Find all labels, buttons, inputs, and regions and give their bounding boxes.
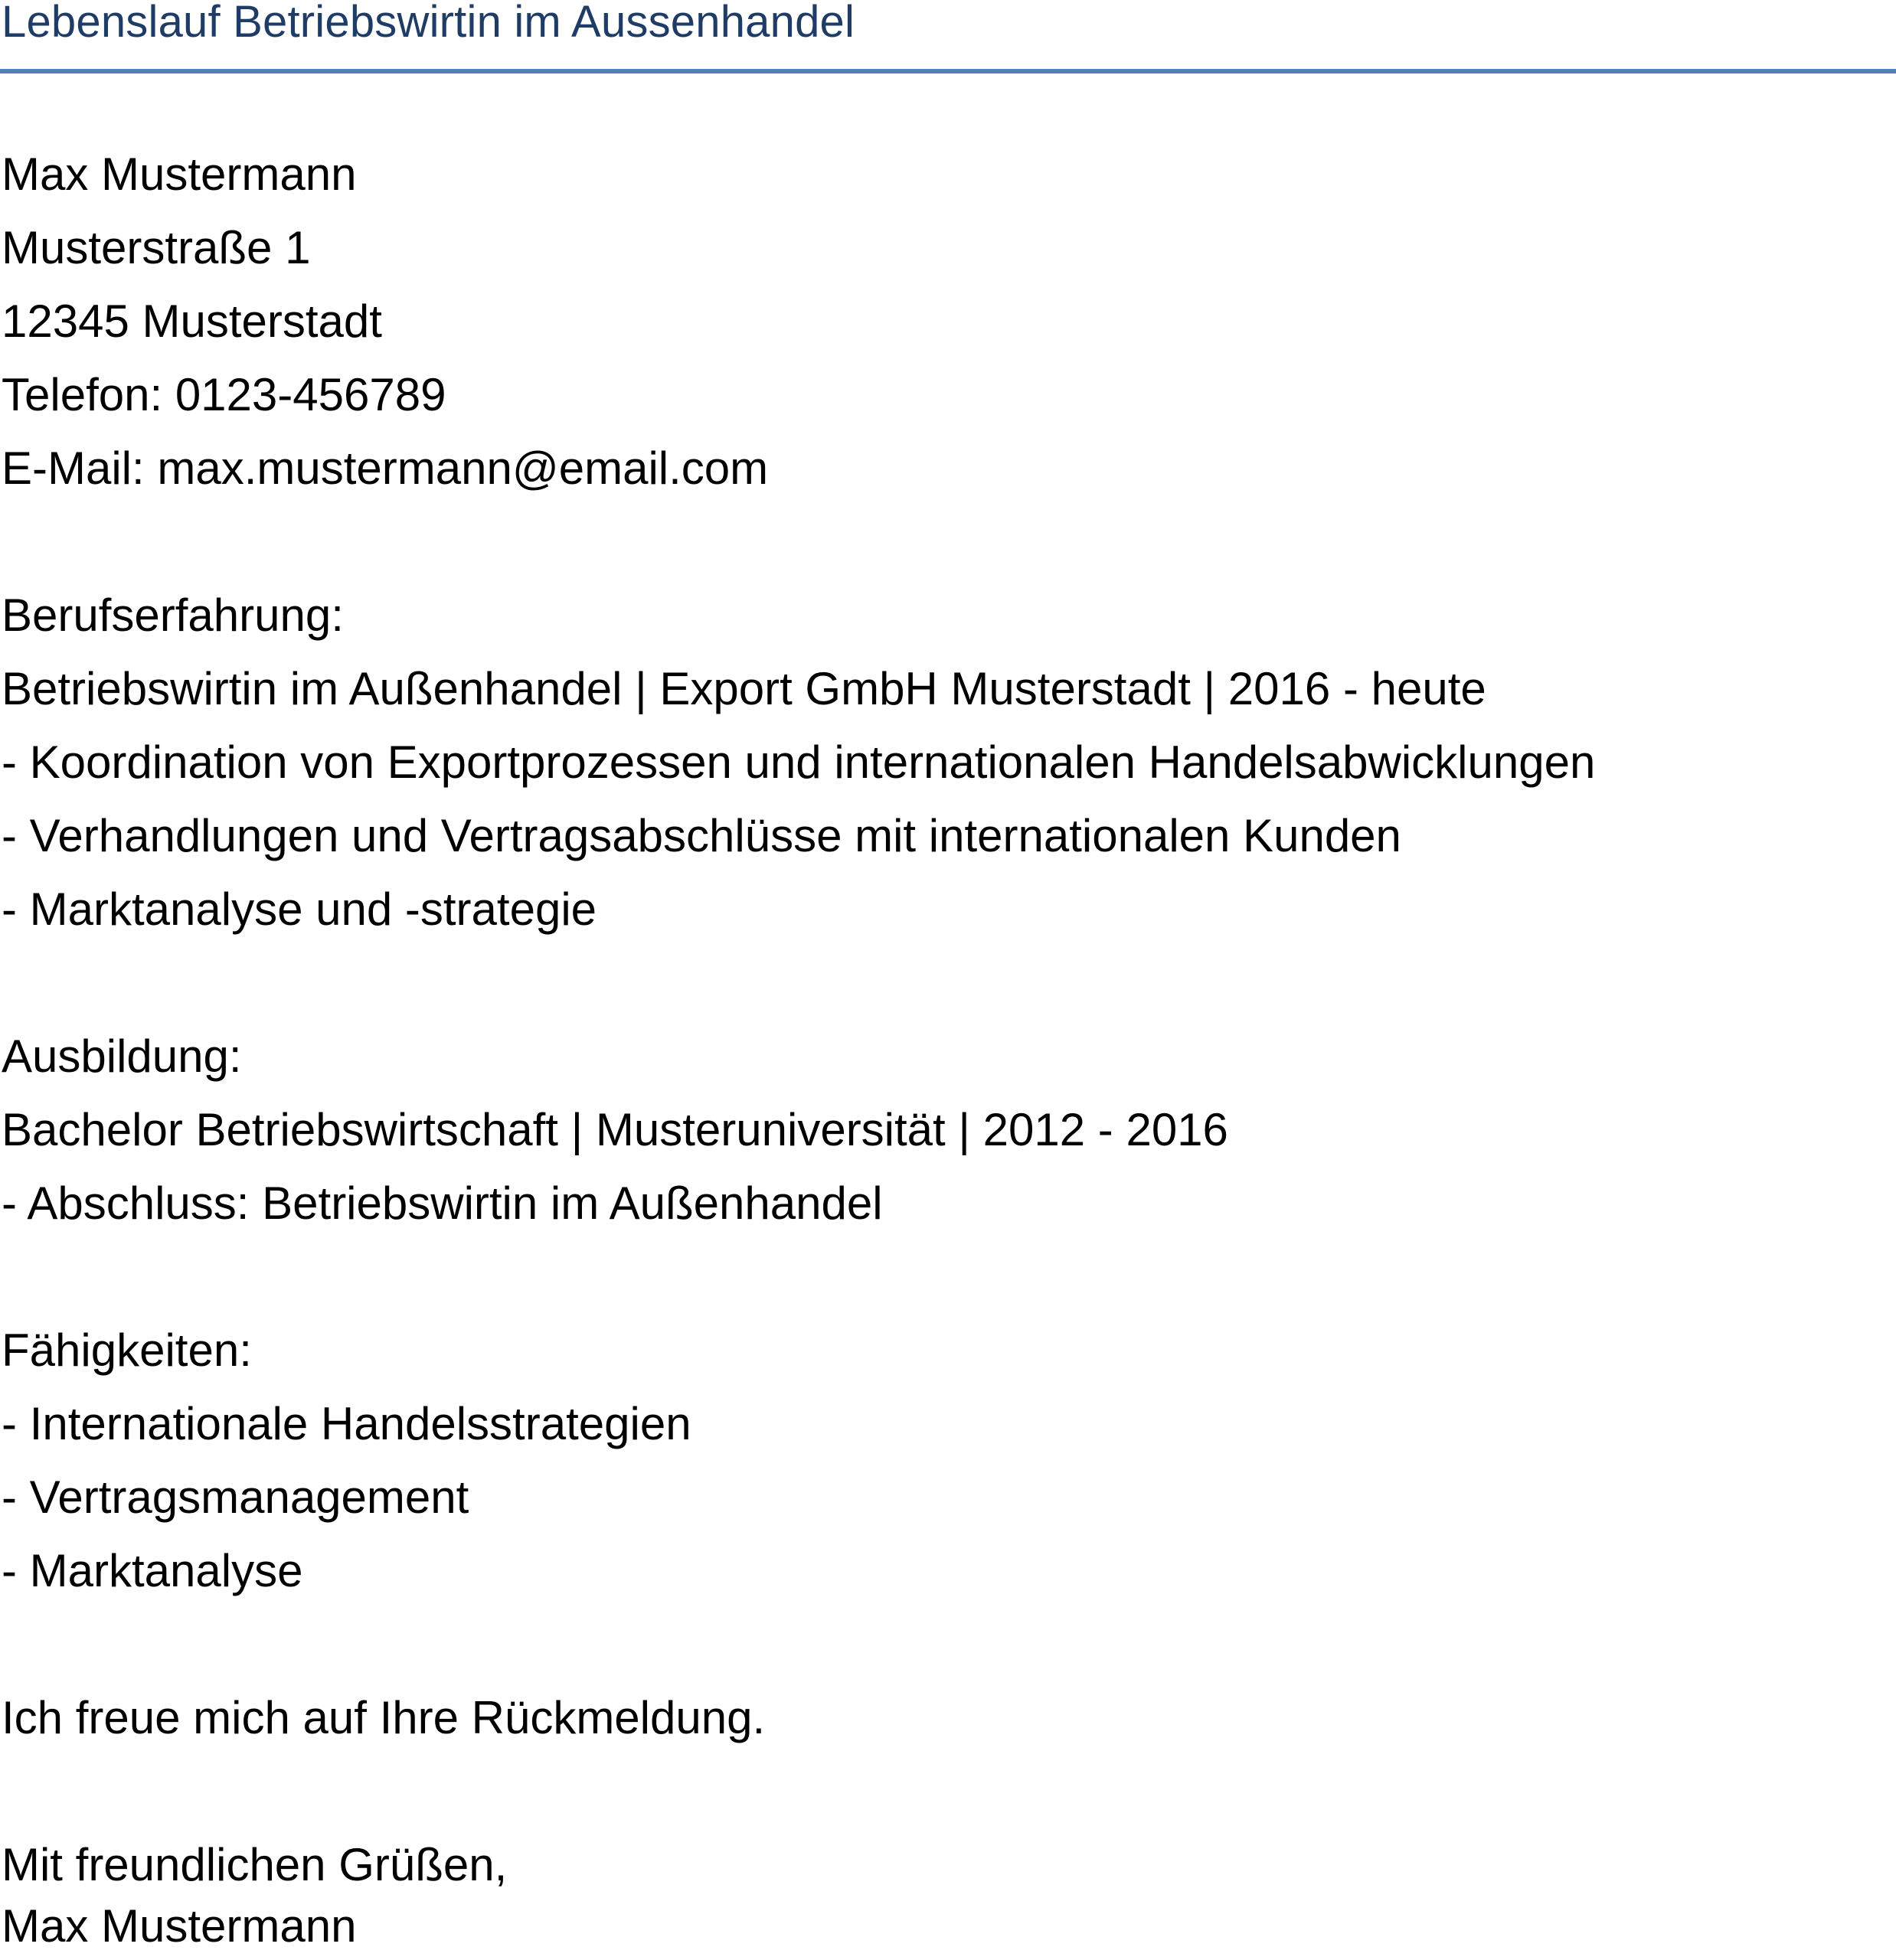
contact-city: 12345 Musterstadt: [2, 296, 382, 347]
skills-heading: Fähigkeiten:: [2, 1325, 252, 1376]
contact-email: E-Mail: max.mustermann@email.com: [2, 443, 769, 494]
document-title: Lebenslauf Betriebswirtin im Aussenhandel: [2, 0, 855, 47]
experience-position: Betriebswirtin im Außenhandel | Export GmbH Musterstadt | 2016 - heute: [2, 663, 1486, 714]
experience-item: - Koordination von Exportprozessen und internationalen Handelsabwicklungen: [2, 737, 1596, 788]
experience-heading: Berufserfahrung:: [2, 590, 344, 641]
closing-text: Ich freue mich auf Ihre Rückmeldung.: [2, 1692, 766, 1743]
skills-item: - Vertragsmanagement: [2, 1472, 469, 1523]
education-degree: Bachelor Betriebswirtschaft | Musteruniversität | 2012 - 2016: [2, 1104, 1228, 1155]
contact-phone: Telefon: 0123-456789: [2, 369, 446, 420]
closing-greeting: Mit freundlichen Grüßen,: [2, 1839, 508, 1890]
skills-item: - Marktanalyse: [2, 1545, 303, 1596]
contact-name: Max Mustermann: [2, 149, 357, 200]
skills-item: - Internationale Handelsstrategien: [2, 1398, 691, 1449]
contact-street: Musterstraße 1: [2, 222, 311, 273]
closing-signature: Max Mustermann: [2, 1900, 357, 1952]
experience-item: - Verhandlungen und Vertragsabschlüsse mit internationalen Kunden: [2, 810, 1401, 861]
education-item: - Abschluss: Betriebswirtin im Außenhandel: [2, 1178, 883, 1229]
education-heading: Ausbildung:: [2, 1031, 242, 1082]
experience-item: - Marktanalyse und -strategie: [2, 884, 597, 935]
title-underline: [0, 69, 1896, 74]
